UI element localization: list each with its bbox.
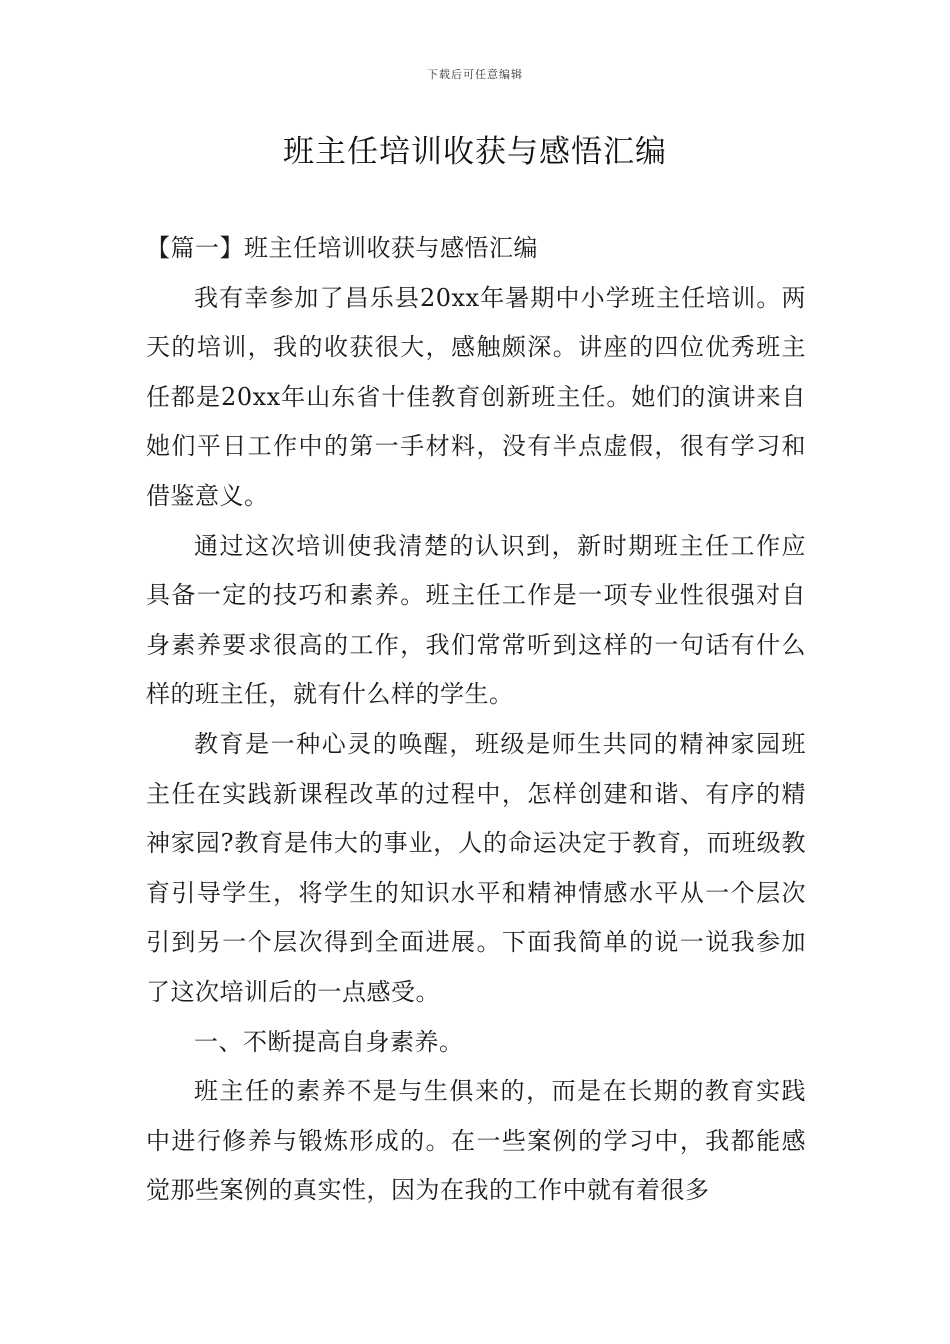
- section-heading: 【篇一】班主任培训收获与感悟汇编: [146, 234, 538, 262]
- paragraph-2: 通过这次培训使我清楚的认识到，新时期班主任工作应具备一定的技巧和素养。班主任工作是一项专业性很强对自身素养要求很高的工作，我们常常听到这样的一句话有什么样的班主任，就有什么样的学生。: [146, 531, 806, 709]
- paragraph-3: 教育是一种心灵的唤醒，班级是师生共同的精神家园班主任在实践新课程改革的过程中，怎样创建和谐、有序的精神家园?教育是伟大的事业，人的命运决定于教育，而班级教育引导学生，将学生的知识水平和精神情感水平从一个层次引到另一个层次得到全面进展。下面我简单的说一说我参加了这次培训后的一点感受。: [146, 729, 806, 1006]
- document-title: 班主任培训收获与感悟汇编: [283, 134, 667, 170]
- paragraph-5: 班主任的素养不是与生俱来的，而是在长期的教育实践中进行修养与锻炼形成的。在一些案例的学习中，我都能感觉那些案例的真实性，因为在我的工作中就有着很多: [146, 1077, 806, 1205]
- document-body: [146, 224, 806, 1216]
- header-note: 下载后可任意编辑: [427, 68, 523, 81]
- paragraph-4: 一、不断提高自身素养。: [194, 1027, 464, 1056]
- paragraph-1: 我有幸参加了昌乐县20xx年暑期中小学班主任培训。两天的培训，我的收获很大，感触颇深。讲座的四位优秀班主任都是20xx年山东省十佳教育创新班主任。她们的演讲来自她们平日工作中的第一手材料，没有半点虚假，很有学习和借鉴意义。: [146, 283, 806, 510]
